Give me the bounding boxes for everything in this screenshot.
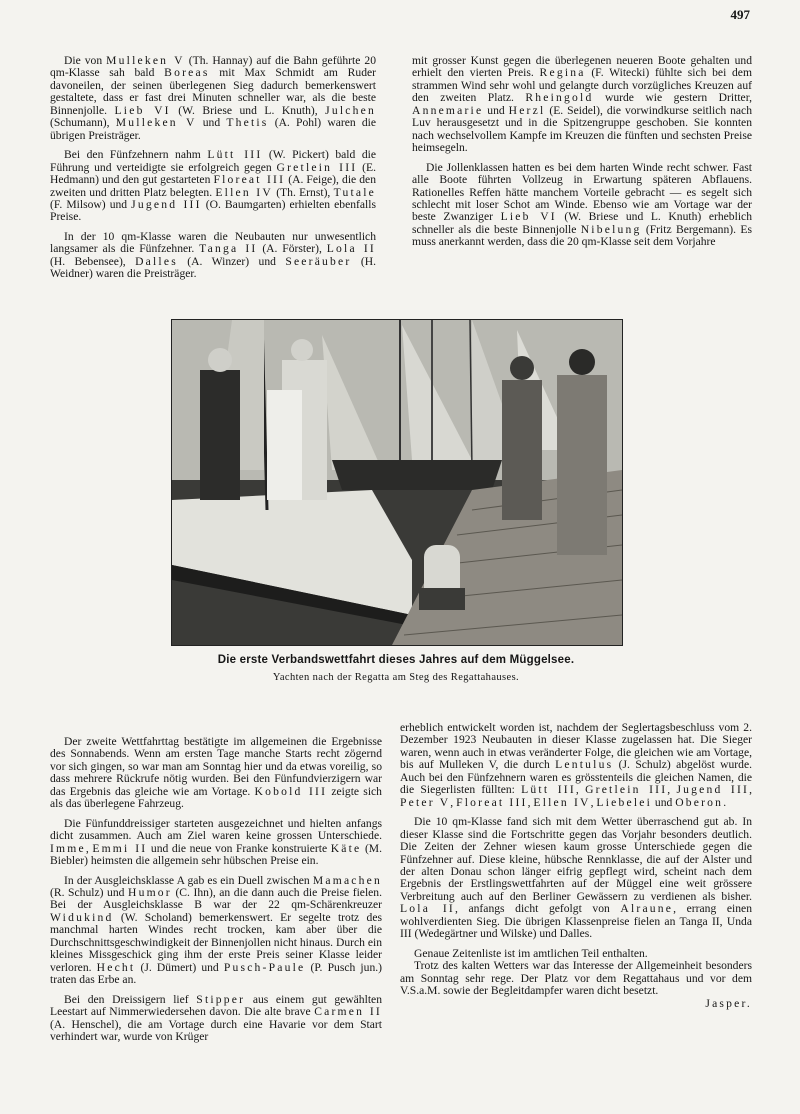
article-column-bottom-left bbox=[50, 736, 382, 1043]
boat-name: Mulleken V bbox=[115, 116, 197, 130]
text-run: (E. Hedmann) und den gut gestarteten bbox=[50, 160, 376, 187]
boat-name: Widukind bbox=[50, 910, 114, 924]
paragraph bbox=[50, 231, 376, 281]
text-run: (W. Briese und L. Knuth), bbox=[170, 103, 326, 117]
text-run: (W. Scholand) bemerkenswert. Er segelte trotz des manchmal harten Windes recht trocken, kam aber über die Durchschnittsgeschwindigkeit der Binnenjollen nicht hinaus. Durch ein kleines Missgeschick ging ihm der erste Preis seiner Klasse leider verloren. bbox=[50, 910, 382, 974]
paragraph bbox=[400, 816, 752, 941]
boat-name: Julchen bbox=[325, 103, 376, 117]
photo-caption-title: Die erste Verbandswettfahrt dieses Jahres auf dem Müggelsee. bbox=[217, 654, 575, 666]
boat-name: Lütt III bbox=[521, 783, 576, 797]
text-run: zeigte sich als das überlegene Fahrzeug. bbox=[50, 784, 382, 811]
boat-name: Jasper. bbox=[705, 996, 752, 1010]
text-run: (H. Weidner) waren die Preisträger. bbox=[50, 254, 376, 281]
text-run: , bbox=[667, 783, 677, 797]
text-run: (A. Henschel), die am Vortage durch eine Havarie vor dem Start verhindert war, wurde von Krüger bbox=[50, 1017, 382, 1043]
boat-name: Thetis bbox=[226, 116, 269, 130]
article-column-top-right bbox=[412, 55, 752, 256]
text-run: (H. Bebensee), bbox=[50, 254, 136, 268]
boat-name: Seeräuber bbox=[285, 254, 352, 268]
paragraph bbox=[50, 149, 376, 224]
boat-name: Hecht bbox=[96, 960, 136, 974]
text-run: (P. Pusch jun.) traten das Erbe an. bbox=[50, 960, 382, 987]
boat-name: Herzl bbox=[508, 103, 546, 117]
text-run: (J. Dümert) und bbox=[135, 960, 224, 974]
text-run: mit grosser Kunst gegen die überlegenen neueren Boote gehalten und erhielt den vierten Preis. bbox=[412, 54, 752, 80]
text-run: , errang einen wohlverdienten Sieg. Die übrigen Klassenpreise fielen an Tanga II, Unda III (Wedegärtner und Wilske) und Dalles. bbox=[400, 902, 752, 941]
text-run: , bbox=[85, 841, 93, 855]
page-number: 497 bbox=[730, 7, 750, 22]
text-run: (Fritz Bergemann). Es muss anerkannt werden, dass die 20 qm-Klasse seit dem Vorjahre bbox=[412, 222, 752, 249]
boat-name: Liebelei bbox=[596, 795, 653, 809]
paragraph bbox=[50, 875, 382, 987]
boat-name: Gretlein III bbox=[585, 783, 668, 797]
text-run: Bei den Dreissigern lief bbox=[64, 992, 197, 1006]
boat-name: Rheingold bbox=[525, 91, 594, 105]
paragraph bbox=[50, 818, 382, 868]
boat-name: Lola II bbox=[400, 902, 455, 916]
boat-name: Oberon bbox=[675, 795, 724, 809]
text-run: (Th. Ernst), bbox=[272, 185, 334, 199]
text-run: (C. Ihn), an die dann auch die Preise fielen. Bei der Ausgleichsklasse B war der 22 qm-Schärenkreuzer bbox=[50, 885, 383, 912]
boat-name: Ellen IV bbox=[533, 795, 591, 809]
boat-name: Carmen II bbox=[314, 1005, 382, 1019]
boat-name: Dalles bbox=[135, 254, 178, 268]
boat-name: Käte bbox=[330, 841, 362, 855]
text-run: (R. Schulz) und bbox=[50, 885, 129, 899]
boat-name: Floreat III bbox=[213, 173, 286, 187]
text-run: (A. Winzer) und bbox=[177, 254, 286, 268]
text-run: Die Fünfunddreissiger starteten ausgezeichnet und hielten anfangs dicht zusammen. Auch am Ziel waren keine grossen Unterschiede. bbox=[50, 816, 382, 843]
boat-name: Nibelung bbox=[580, 222, 642, 236]
boat-name: Peter V bbox=[400, 795, 451, 809]
article-column-top-left bbox=[50, 55, 376, 288]
text-run: und die neue von Franke konstruierte bbox=[147, 841, 331, 855]
boat-name: Tanga II bbox=[199, 242, 258, 256]
text-run: , bbox=[590, 795, 597, 809]
text-run: Die 10 qm-Klasse fand sich mit dem Wetter überraschend gut ab. In dieser Klasse sind die Fortschritte gegen das Vorjahr besonders deutlich. Die Zeiten der Zehner wiesen kaum grosse Unterschiede gegen die Fünfzehner auf. Diese kleine, hübsche Rennklasse, die auf der Alster und der alten Donau schon länger eifrig gepflegt wird, scheint nach dem Ergebnis der Erstlingswettfahrten auf der Müggel eine weit grössere Verbreitung auch auf den Berliner Gewässern zu verdienen als bisher. bbox=[400, 815, 752, 903]
text-run: und bbox=[483, 103, 509, 117]
text-run: . bbox=[723, 795, 727, 809]
regatta-photo bbox=[171, 319, 623, 646]
text-run: (W. Pickert) bald die Führung und verteidigte sie erfolgreich gegen bbox=[50, 148, 376, 174]
boat-name: Tutale bbox=[333, 185, 376, 199]
photo-caption-subtitle: Yachten nach der Regatta am Steg des Regattahauses. bbox=[272, 672, 520, 683]
boat-name: Lola II bbox=[326, 242, 376, 256]
regatta-photo-illustration bbox=[172, 320, 622, 645]
paragraph bbox=[400, 960, 752, 997]
text-run: Die Jollenklassen hatten es bei dem harten Winde recht schwer. Fast alle Boote führten Vollzeug in Erwartung späteren Abflauens. Rationelles Reffen hätte manchem Vorteile gebracht — es segelt sich schlecht mit loser Schot am Winde. Ebenso wie am Vortage war der beste Zwanziger bbox=[412, 160, 752, 224]
boat-name: Lieb VI bbox=[114, 103, 171, 117]
boat-name: Kobold III bbox=[254, 784, 328, 798]
text-run: , anfangs dicht gefolgt von bbox=[454, 902, 621, 916]
text-run: wurde wie gestern Dritter, bbox=[593, 91, 752, 105]
paragraph bbox=[412, 55, 752, 155]
text-run: (J. Schulz) abgelöst wurde. Auch bei den Fünfzehnern waren es grösstenteils die gleichen Namen, die die Siegerlisten füllten: bbox=[400, 758, 752, 797]
boat-name: Boreas bbox=[164, 66, 210, 80]
text-run: Bei den Fünfzehnern nahm bbox=[64, 148, 208, 162]
text-run: (F. Witecki) fühlte sich bei dem strammen Wind sehr wohl und gelangte durch vorzügliches Kreuzen auf den zweiten Platz. bbox=[412, 66, 752, 105]
text-run: (A. Pohl) waren die übrigen Preisträger. bbox=[50, 116, 377, 142]
boat-name: Alraune bbox=[620, 902, 674, 916]
text-run: Die von bbox=[64, 54, 107, 67]
text-run: und bbox=[652, 795, 676, 809]
text-run: , bbox=[749, 783, 753, 797]
boat-name: Lentulus bbox=[555, 758, 614, 772]
text-run: Der zweite Wettfahrttag bestätigte im allgemeinen die Ergebnisse des Sonnabends. Wenn am ersten Tage manche Starts recht zögernd vor sich gingen, so war man am Sonntag hier und da etwas voreilig, so dass mehrere Rückrufe nötig wurden. Bei den Fünfundvierzigern war das Ergebnis das gleiche wie am Vortage. bbox=[50, 735, 382, 798]
text-run: (F. Milsow) und bbox=[50, 197, 132, 211]
paragraph bbox=[400, 722, 752, 809]
text-run: , bbox=[450, 795, 457, 809]
text-run: Genaue Zeitenliste ist im amtlichen Teil enthalten. bbox=[414, 946, 648, 960]
paragraph bbox=[50, 736, 382, 811]
boat-name: Jugend III bbox=[131, 197, 202, 211]
boat-name: Mulleken V bbox=[106, 54, 185, 67]
boat-name: Stipper bbox=[196, 992, 246, 1006]
boat-name: Imme bbox=[50, 841, 86, 855]
boat-name: Emmi II bbox=[92, 841, 148, 855]
text-run: (Schumann), bbox=[50, 116, 116, 130]
article-column-bottom-right bbox=[400, 722, 752, 1010]
text-run: , bbox=[527, 795, 534, 809]
paragraph bbox=[412, 162, 752, 249]
boat-name: Lieb VI bbox=[500, 210, 557, 224]
text-run: (E. Seidel), die vorwindkurse seitlich nach Luv herausgesetzt und in die Spitzengruppe geschoben. Sie konnten nach wechselvollem Kampfe im Kreuzen die fünften und sechsten Preise heimsegeln. bbox=[412, 103, 752, 155]
text-run: In der 10 qm-Klasse waren die Neubauten nur unwesentlich langsamer als die Fünfzehner. bbox=[50, 229, 376, 256]
text-run: (A. Feige), die den zweiten und dritten Platz belegten. bbox=[50, 173, 376, 199]
text-run: (A. Förster), bbox=[257, 242, 327, 256]
boat-name: Lütt III bbox=[207, 148, 263, 162]
boat-name: Regina bbox=[539, 66, 586, 80]
text-run: (O. Baumgarten) erhielten ebenfalls Preise. bbox=[50, 197, 376, 224]
boat-name: Ellen IV bbox=[215, 185, 273, 199]
boat-name: Floreat III bbox=[456, 795, 528, 809]
boat-name: Gretlein III bbox=[276, 160, 358, 174]
boat-name: Mamachen bbox=[312, 873, 382, 887]
paragraph bbox=[400, 998, 752, 1010]
text-run: und bbox=[196, 116, 227, 130]
text-run: mit Max Schmidt am Ruder davoneilen, der seinen überlegenen Sieg dadurch bemerkenswert gestaltete, dass er fast drei Minuten schneller war, als die beste Binnenjolle. bbox=[50, 66, 376, 117]
text-run: In der Ausgleichsklasse A gab es ein Duell zwischen bbox=[64, 873, 313, 887]
text-run: , bbox=[575, 783, 586, 797]
boat-name: Jugend III bbox=[676, 783, 750, 797]
text-run: aus einem gut gewählten Leestart auf Nimmerwiedersehen davon. Die alte brave bbox=[50, 992, 382, 1019]
boat-name: Pusch-Paule bbox=[223, 960, 306, 974]
text-run: (Th. Hannay) auf die Bahn geführte 20 qm-Klasse sah bald bbox=[50, 54, 376, 80]
text-run: erheblich entwickelt worden ist, nachdem der Seglertagsbeschluss vom 2. Dezember 1923 Neubauten in dieser Klasse zugelassen hat. Die Sieger waren, wenn auch in etwas veränderter Folge, die gleichen wie am Vortage, bis auf Mulleken V, die durch bbox=[400, 721, 752, 772]
boat-name: Annemarie bbox=[412, 103, 484, 117]
text-run: Trotz des kalten Wetters war das Interesse der Allgemeinheit besonders am Sonntag sehr rege. Der Platz vor dem Regattahaus und vor dem V.S.a.M. sowie der Begleitdampfer waren dicht besetzt. bbox=[400, 959, 752, 998]
text-run: (W. Briese und L. Knuth) erheblich schneller als die beste Binnenjolle bbox=[412, 210, 752, 236]
paragraph bbox=[50, 55, 376, 142]
boat-name: Humor bbox=[128, 885, 172, 899]
paragraph bbox=[50, 994, 382, 1044]
text-run: (M. Biebler) heimsten die allgemein sehr hübschen Preise ein. bbox=[50, 841, 383, 868]
